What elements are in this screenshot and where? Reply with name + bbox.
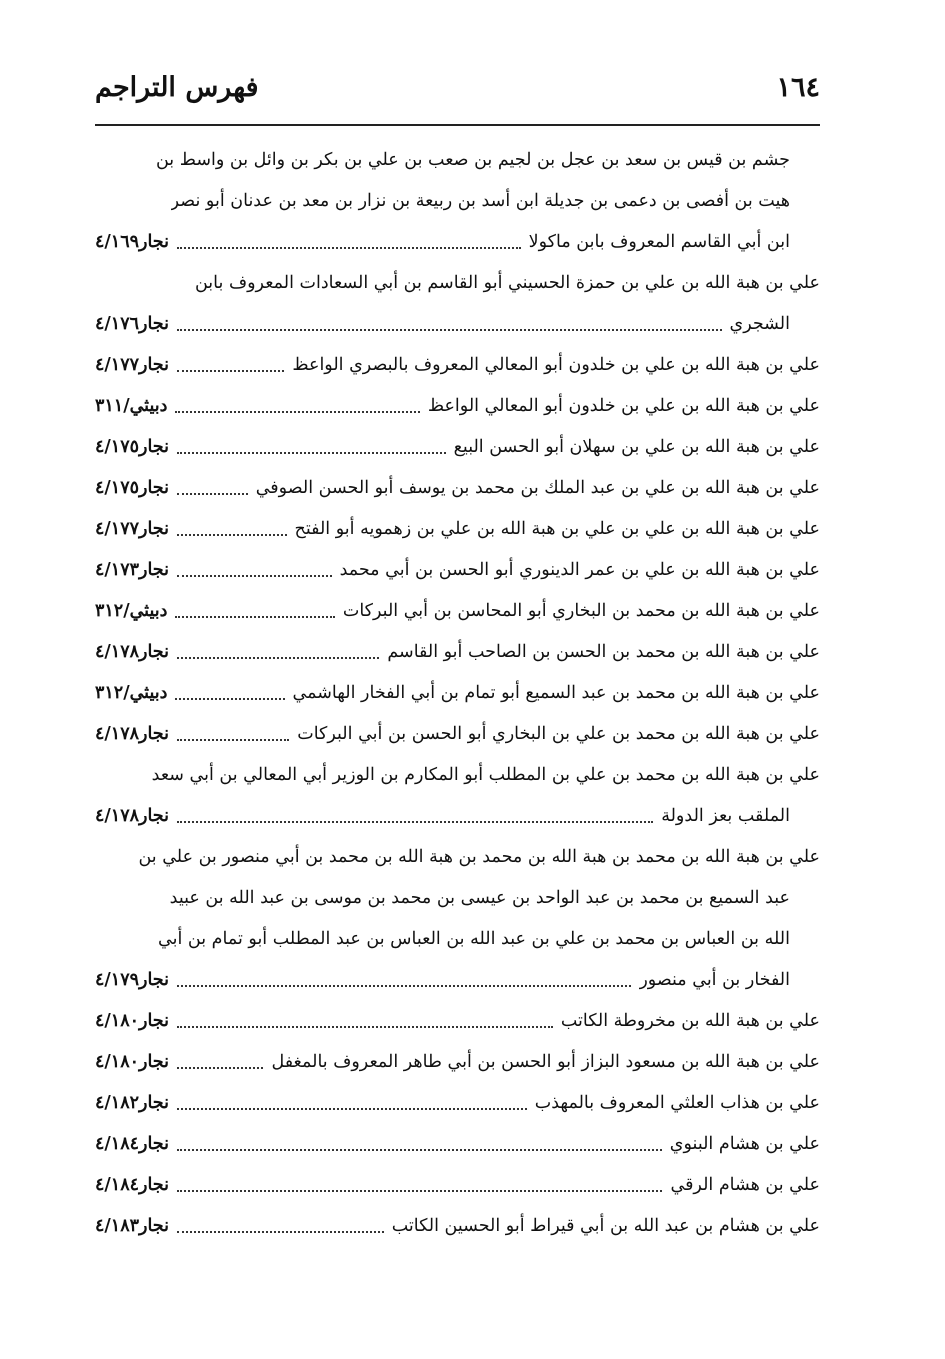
index-entry-line bbox=[95, 837, 820, 878]
entry-text: علي بن هبة الله بن محمد بن عبد السميع أبو تمام بن أبي الفخار الهاشمي bbox=[292, 683, 820, 703]
page-header bbox=[95, 68, 820, 118]
dot-leader bbox=[177, 327, 722, 331]
dot-leader bbox=[177, 1106, 527, 1110]
entry-reference: نجار٤/١٨٤ bbox=[95, 1175, 169, 1195]
entry-text: علي بن هشام البنوي bbox=[669, 1134, 820, 1154]
dot-leader bbox=[175, 614, 334, 618]
index-entry-line bbox=[95, 714, 820, 755]
dot-leader bbox=[177, 737, 289, 741]
entry-text: علي بن هبة الله بن علي بن حمزة الحسيني أبو القاسم بن أبي السعادات المعروف بابن bbox=[194, 273, 820, 293]
index-entry-line bbox=[95, 591, 820, 632]
entry-text: علي بن هشام الرقي bbox=[670, 1175, 820, 1195]
header-rule bbox=[95, 124, 820, 126]
entry-text: علي بن هبة الله بن محمد بن الحسن بن الصاحب أبو القاسم bbox=[387, 642, 820, 662]
entry-reference: نجار٤/١٧٥ bbox=[95, 478, 169, 498]
dot-leader bbox=[177, 573, 332, 577]
index-entry-line bbox=[95, 509, 820, 550]
entry-text: علي بن هبة الله بن علي بن علي بن هبة الله بن علي بن زهمويه أبو الفتح bbox=[294, 519, 820, 539]
entry-text: علي بن هبة الله بن محمد بن علي بن البخاري أبو الحسن بن أبي البركات bbox=[297, 724, 820, 744]
entry-reference: دبيثي/٣١١ bbox=[95, 396, 168, 416]
dot-leader bbox=[177, 983, 631, 987]
entry-text: علي بن هبة الله بن مخروطة الكاتب bbox=[560, 1011, 820, 1031]
entry-text: علي بن هبة الله بن علي بن خلدون أبو المعالي الواعظ bbox=[427, 396, 820, 416]
dot-leader bbox=[177, 491, 248, 495]
dot-leader bbox=[177, 1229, 384, 1233]
index-entry-line bbox=[95, 181, 820, 222]
entry-reference: نجار٤/١٦٩ bbox=[95, 232, 169, 252]
entry-text: علي بن هبة الله بن علي بن عبد الملك بن محمد بن يوسف أبو الحسن الصوفي bbox=[255, 478, 820, 498]
index-entry-line bbox=[95, 1124, 820, 1165]
entry-reference: نجار٤/١٧٧ bbox=[95, 355, 169, 375]
entry-text: الفخار بن أبي منصور bbox=[639, 970, 790, 990]
dot-leader bbox=[175, 409, 419, 413]
entry-text: علي بن هبة الله بن علي بن عمر الدينوري أبو الحسن بن أبي محمد bbox=[339, 560, 820, 580]
entry-reference: نجار٤/١٧٨ bbox=[95, 806, 169, 826]
index-entry-line bbox=[95, 755, 820, 796]
entry-text: جشم بن قيس بن سعد بن عجل بن لجيم بن صعب بن علي بن بكر بن وائل بن واسط بن bbox=[155, 150, 790, 170]
entry-text: عبد السميع بن محمد بن عبد الواحد بن عيسى بن محمد بن موسى بن عبد الله بن عبيد bbox=[169, 888, 790, 908]
index-entry-line bbox=[95, 386, 820, 427]
index-entry-line bbox=[95, 304, 820, 345]
dot-leader bbox=[177, 368, 284, 372]
entry-text: علي بن هبة الله بن محمد بن علي بن المطلب أبو المكارم بن الوزير أبي المعالي بن أبي سعد bbox=[151, 765, 820, 785]
index-entry-line bbox=[95, 673, 820, 714]
dot-leader bbox=[175, 696, 284, 700]
entry-text: الشجري bbox=[729, 314, 790, 334]
index-entry-line bbox=[95, 427, 820, 468]
entry-reference: نجار٤/١٧٥ bbox=[95, 437, 169, 457]
entry-reference: نجار٤/١٨٠ bbox=[95, 1011, 169, 1031]
entry-reference: نجار٤/١٧٧ bbox=[95, 519, 169, 539]
index-entry-line bbox=[95, 1083, 820, 1124]
entry-reference: نجار٤/١٨٤ bbox=[95, 1134, 169, 1154]
index-entry-line bbox=[95, 263, 820, 304]
dot-leader bbox=[177, 1024, 553, 1028]
entry-reference: دبيثي/٣١٢ bbox=[95, 683, 168, 703]
entry-reference: نجار٤/١٧٨ bbox=[95, 724, 169, 744]
entry-text: علي بن هبة الله بن علي بن سهلان أبو الحسن البيع bbox=[453, 437, 820, 457]
index-entry-line bbox=[95, 960, 820, 1001]
page-number: ١٦٤ bbox=[776, 72, 820, 103]
entry-text: الله بن العباس بن محمد بن علي بن عبد الله بن العباس بن عبد المطلب أبو تمام بن أبي bbox=[158, 929, 790, 949]
entry-reference: نجار٤/١٧٨ bbox=[95, 642, 169, 662]
entry-text: علي بن هبة الله بن محمد بن هبة الله بن محمد بن هبة الله بن محمد بن أبي منصور بن علي بن bbox=[138, 847, 820, 867]
entry-text: هيت بن أفصى بن دعمى بن جديلة ابن أسد بن ربيعة بن نزار بن معد بن عدنان أبو نصر bbox=[170, 191, 790, 211]
index-entry-line bbox=[95, 1001, 820, 1042]
index-entry-line bbox=[95, 919, 820, 960]
index-entry-line bbox=[95, 550, 820, 591]
entry-reference: دبيثي/٣١٢ bbox=[95, 601, 168, 621]
index-entry-line bbox=[95, 140, 820, 181]
index-entry-line bbox=[95, 222, 820, 263]
entry-text: علي بن هشام بن عبد الله بن أبي قيراط أبو الحسين الكاتب bbox=[391, 1216, 820, 1236]
dot-leader bbox=[177, 450, 446, 454]
entry-text: الملقب بعز الدولة bbox=[661, 806, 790, 826]
index-entry-line bbox=[95, 1042, 820, 1083]
dot-leader bbox=[177, 1147, 662, 1151]
dot-leader bbox=[177, 245, 521, 249]
dot-leader bbox=[177, 1188, 663, 1192]
dot-leader bbox=[177, 655, 379, 659]
index-entry-line bbox=[95, 345, 820, 386]
page-title: فهرس التراجم bbox=[95, 72, 259, 103]
dot-leader bbox=[177, 532, 287, 536]
entry-text: ابن أبي القاسم المعروف بابن ماكولا bbox=[528, 232, 790, 252]
index-entry-line bbox=[95, 632, 820, 673]
index-entries bbox=[95, 140, 820, 1247]
index-entry-line bbox=[95, 468, 820, 509]
entry-text: علي بن هبة الله بن محمد بن البخاري أبو المحاسن بن أبي البركات bbox=[342, 601, 820, 621]
entry-reference: نجار٤/١٨٣ bbox=[95, 1216, 169, 1236]
index-entry-line bbox=[95, 796, 820, 837]
dot-leader bbox=[177, 819, 653, 823]
index-entry-line bbox=[95, 1165, 820, 1206]
entry-text: علي بن هذاب العلثي المعروف بالمهذب bbox=[534, 1093, 820, 1113]
entry-text: علي بن هبة الله بن مسعود البزاز أبو الحسن بن أبي طاهر المعروف بالمغفل bbox=[271, 1052, 820, 1072]
entry-reference: نجار٤/١٨٠ bbox=[95, 1052, 169, 1072]
entry-text: علي بن هبة الله بن علي بن خلدون أبو المعالي المعروف بالبصري الواعظ bbox=[292, 355, 820, 375]
dot-leader bbox=[177, 1065, 264, 1069]
index-entry-line bbox=[95, 878, 820, 919]
entry-reference: نجار٤/١٨٢ bbox=[95, 1093, 169, 1113]
entry-reference: نجار٤/١٧٦ bbox=[95, 314, 169, 334]
index-entry-line bbox=[95, 1206, 820, 1247]
entry-reference: نجار٤/١٧٩ bbox=[95, 970, 169, 990]
entry-reference: نجار٤/١٧٣ bbox=[95, 560, 169, 580]
